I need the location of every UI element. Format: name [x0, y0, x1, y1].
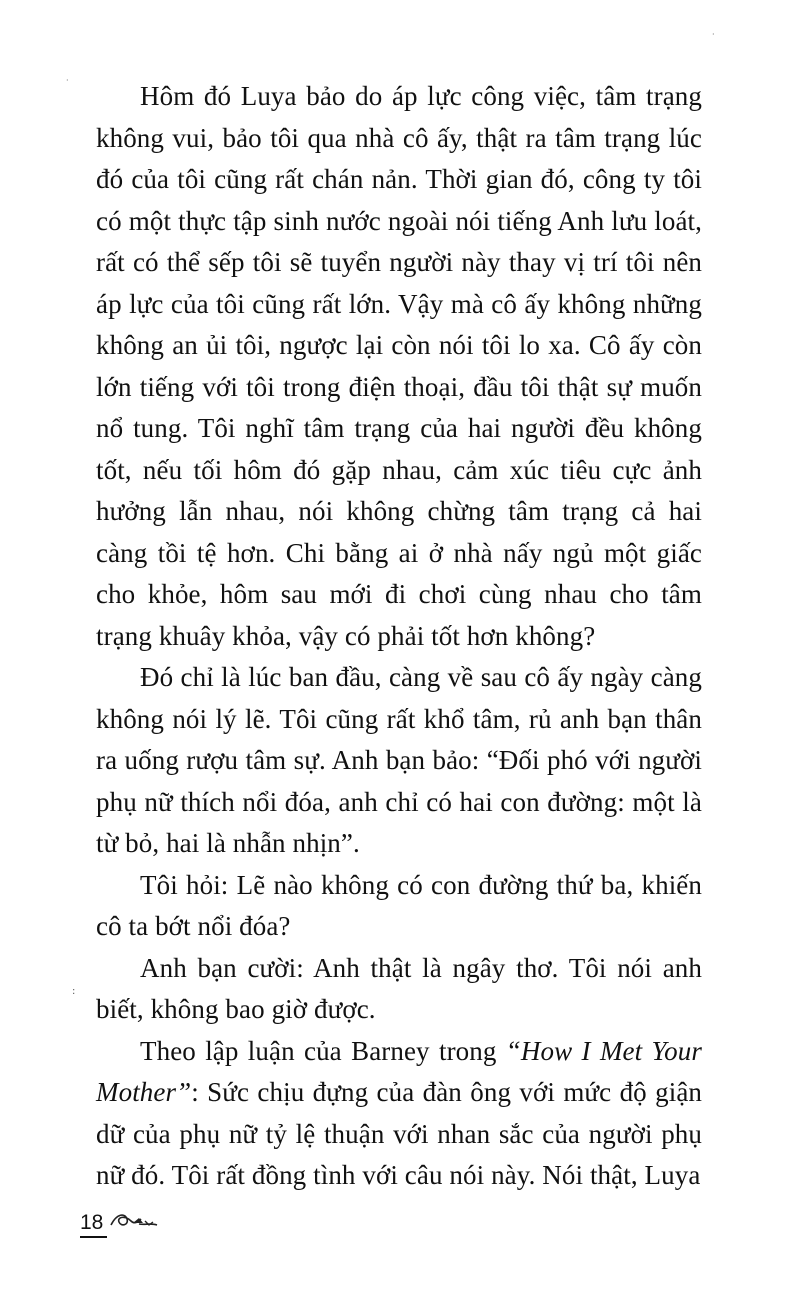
- paragraph-3: Tôi hỏi: Lẽ nào không có con đường thứ ba, khiến cô ta bớt nổi đóa?: [96, 869, 702, 941]
- scan-speck: ·: [712, 30, 715, 39]
- scan-speck: ·: [66, 76, 69, 85]
- paragraph-5: [96, 1031, 702, 1197]
- tv-show-title: “How I Met Your Mother”: [96, 1035, 702, 1107]
- page-footer: [80, 1198, 161, 1238]
- book-page-text: [96, 76, 702, 1197]
- paragraph-5-rest: : Sức chịu đựng của đàn ông với mức độ giận dữ của phụ nữ tỷ lệ thuận với nhan sắc của người phụ nữ đó. Tôi rất đồng tình với câu nói này. Nói thật, Luya: [96, 1077, 702, 1190]
- page-number: 18: [80, 1211, 107, 1238]
- scan-speck: :: [72, 986, 76, 997]
- swash-ornament-icon: [109, 1209, 161, 1236]
- paragraph-5-lead: Theo lập luận của Barney trong: [140, 1035, 506, 1066]
- paragraph-2: Đó chỉ là lúc ban đầu, càng về sau cô ấy ngày càng không nói lý lẽ. Tôi cũng rất khổ tâm, rủ anh bạn thân ra uống rượu tâm sự. Anh bạn bảo: “Đối phó với người phụ nữ thích nổi đóa, anh chỉ có hai con đường: một là từ bỏ, hai là nhẫn nhịn”.: [96, 662, 702, 858]
- paragraph-4: Anh bạn cười: Anh thật là ngây thơ. Tôi nói anh biết, không bao giờ được.: [96, 952, 702, 1024]
- paragraph-1: Hôm đó Luya bảo do áp lực công việc, tâm trạng không vui, bảo tôi qua nhà cô ấy, thật ra tâm trạng lúc đó của tôi cũng rất chán nản. Thời gian đó, công ty tôi có một thực tập sinh nước ngoài nói tiếng Anh lưu loát, rất có thể sếp tôi sẽ tuyển người này thay vị trí tôi nên áp lực của tôi cũng rất lớn. Vậy mà cô ấy không những không an ủi tôi, ngược lại còn nói tôi lo xa. Cô ấy còn lớn tiếng với tôi trong điện thoại, đầu tôi thật sự muốn nổ tung. Tôi nghĩ tâm trạng của hai người đều không tốt, nếu tối hôm đó gặp nhau, cảm xúc tiêu cực ảnh hưởng lẫn nhau, nói không chừng tâm trạng cả hai càng tồi tệ hơn. Chi bằng ai ở nhà nấy ngủ một giấc cho khỏe, hôm sau mới đi chơi cùng nhau cho tâm trạng khuây khỏa, vậy có phải tốt hơn không?: [96, 81, 702, 651]
